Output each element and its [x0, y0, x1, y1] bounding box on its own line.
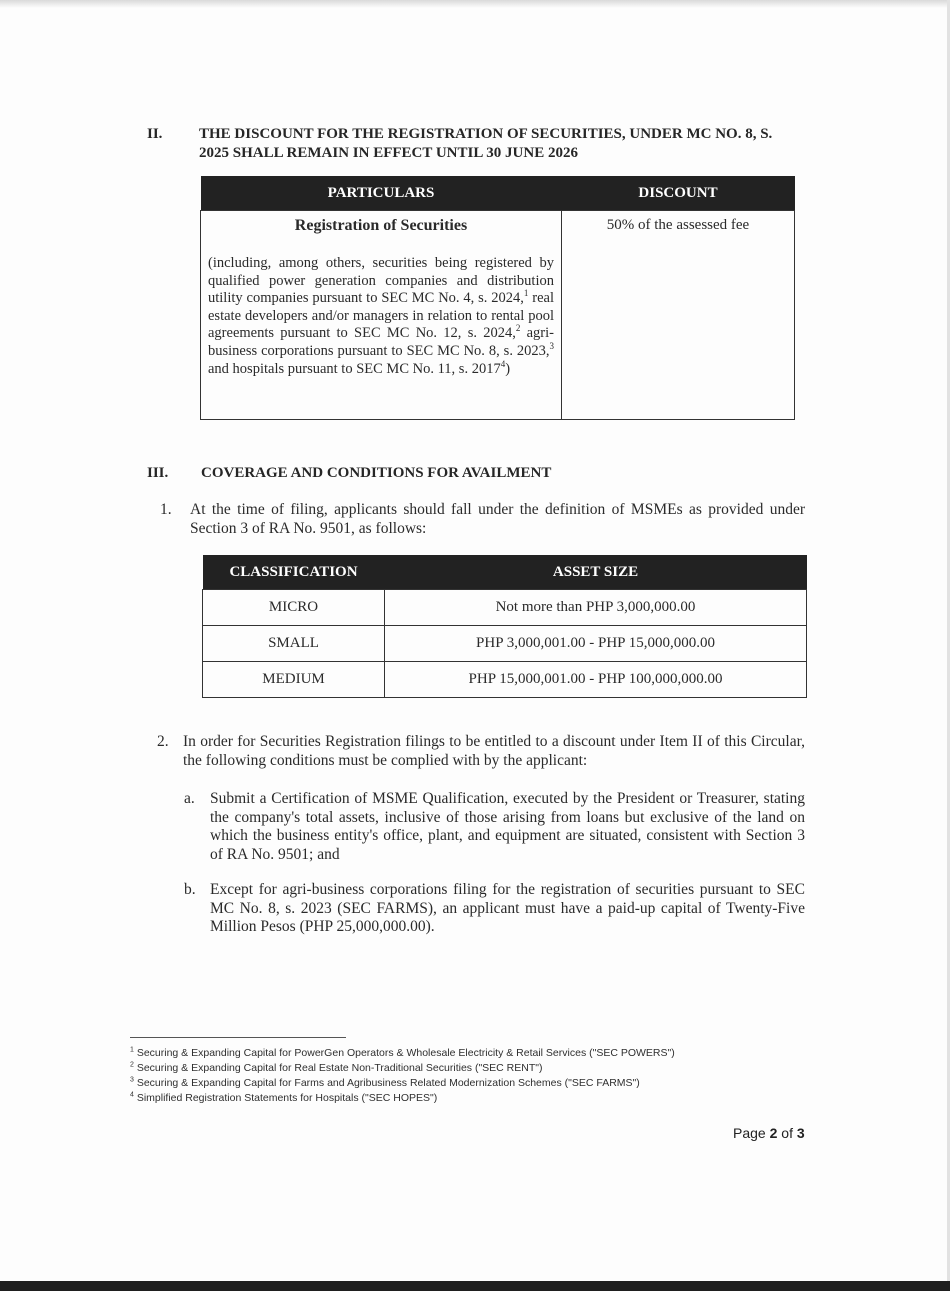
table-row — [203, 662, 807, 698]
classification-cell: SMALL — [203, 626, 385, 662]
discount-cell: 50% of the assessed fee — [562, 211, 795, 420]
section-2-heading — [199, 125, 799, 163]
particulars-cell — [201, 211, 562, 420]
discount-table-row — [201, 211, 795, 420]
item-2-number: 2. — [157, 733, 169, 750]
table-row — [203, 590, 807, 626]
footnote-ref-3: 3 — [549, 341, 554, 352]
classification-table-header — [203, 555, 807, 590]
item-1-number: 1. — [160, 501, 172, 518]
header-discount: DISCOUNT — [562, 176, 795, 211]
table-row — [203, 626, 807, 662]
classification-cell: MEDIUM — [203, 662, 385, 698]
registration-description: (including, among others, securities being registered by qualified power generation companies and distribution utility companies pursuant to SEC MC No. 4, s. 2024,$^1$ real estate developers and/or managers in relation to rental pool agreements pursuant to SEC MC No. 12, s. 2024,$^2$ agri-business corporations pursuant to SEC MC No. 8, s. 2023,$^3$ and hospitals pursuant to SEC MC No. 11, s. 2017$^4$) — [208, 255, 554, 377]
section-3-number: III. — [147, 465, 169, 481]
discount-table-header — [201, 176, 795, 211]
classification-table — [202, 555, 807, 698]
footnote-ref-1: 1 — [523, 288, 529, 299]
footnote-2: $^2$ Securing & Expanding Capital for Real Estate Non-Traditional Securities ("SEC RENT") — [130, 1061, 543, 1074]
footnote-ref-2: 2 — [515, 323, 521, 334]
item-2a-text: Submit a Certification of MSME Qualification, executed by the President or Treasurer, stating the company's total assets, inclusive of those arising from loans but exclusive of the land on which the business entity's office, plant, and equipment are situated, consistent with Section 3 of RA No. 9501; and — [210, 790, 805, 863]
footnote-divider — [130, 1037, 346, 1038]
footnote-1: $^1$ Securing & Expanding Capital for PowerGen Operators & Wholesale Electricity & Retail Services ("SEC POWERS") — [130, 1046, 675, 1059]
footnote-ref-4: 4 — [500, 358, 506, 369]
asset-size-cell: Not more than PHP 3,000,000.00 — [385, 590, 807, 626]
asset-size-cell: PHP 15,000,001.00 - PHP 100,000,000.00 — [385, 662, 807, 698]
page-number: Page 2 of 3 — [733, 1125, 805, 1141]
section-2-number: II. — [147, 126, 163, 142]
item-2b-text: Except for agri-business corporations filing for the registration of securities pursuant to SEC MC No. 8, s. 2023 (SEC FARMS), an applicant must have a paid-up capital of Twenty-Five Million Pesos (PHP 25,000,000.00). — [210, 881, 805, 935]
item-2a-letter: a. — [184, 790, 195, 807]
scan-bottom-edge — [0, 1281, 950, 1291]
registration-title: Registration of Securities — [294, 217, 468, 234]
classification-cell: MICRO — [203, 590, 385, 626]
section-3-heading: COVERAGE AND CONDITIONS FOR AVAILMENT — [201, 465, 552, 481]
header-particulars: PARTICULARS — [201, 176, 562, 211]
item-1-text: At the time of filing, applicants should fall under the definition of MSMEs as provided under Section 3 of RA No. 9501, as follows: — [190, 501, 805, 537]
item-2b-letter: b. — [184, 881, 196, 898]
asset-size-cell: PHP 3,000,001.00 - PHP 15,000,000.00 — [385, 626, 807, 662]
header-classification: CLASSIFICATION — [203, 555, 385, 590]
header-asset-size: ASSET SIZE — [385, 555, 807, 590]
discount-table — [200, 176, 795, 420]
footnote-4: $^4$ Simplified Registration Statements for Hospitals ("SEC HOPES") — [130, 1091, 438, 1104]
item-2-text: In order for Securities Registration filings to be entitled to a discount under Item II of this Circular, the following conditions must be complied with by the applicant: — [183, 733, 805, 769]
section-2-heading-line2: 2025 SHALL REMAIN IN EFFECT UNTIL 30 JUNE 2026 — [199, 145, 578, 161]
section-2-heading-line1: THE DISCOUNT FOR THE REGISTRATION OF SECURITIES, UNDER MC NO. 8, S. — [199, 126, 773, 142]
scan-top-edge — [0, 0, 950, 8]
footnote-3: $^3$ Securing & Expanding Capital for Farms and Agribusiness Related Modernization Schemes ("SEC FARMS") — [130, 1076, 640, 1089]
